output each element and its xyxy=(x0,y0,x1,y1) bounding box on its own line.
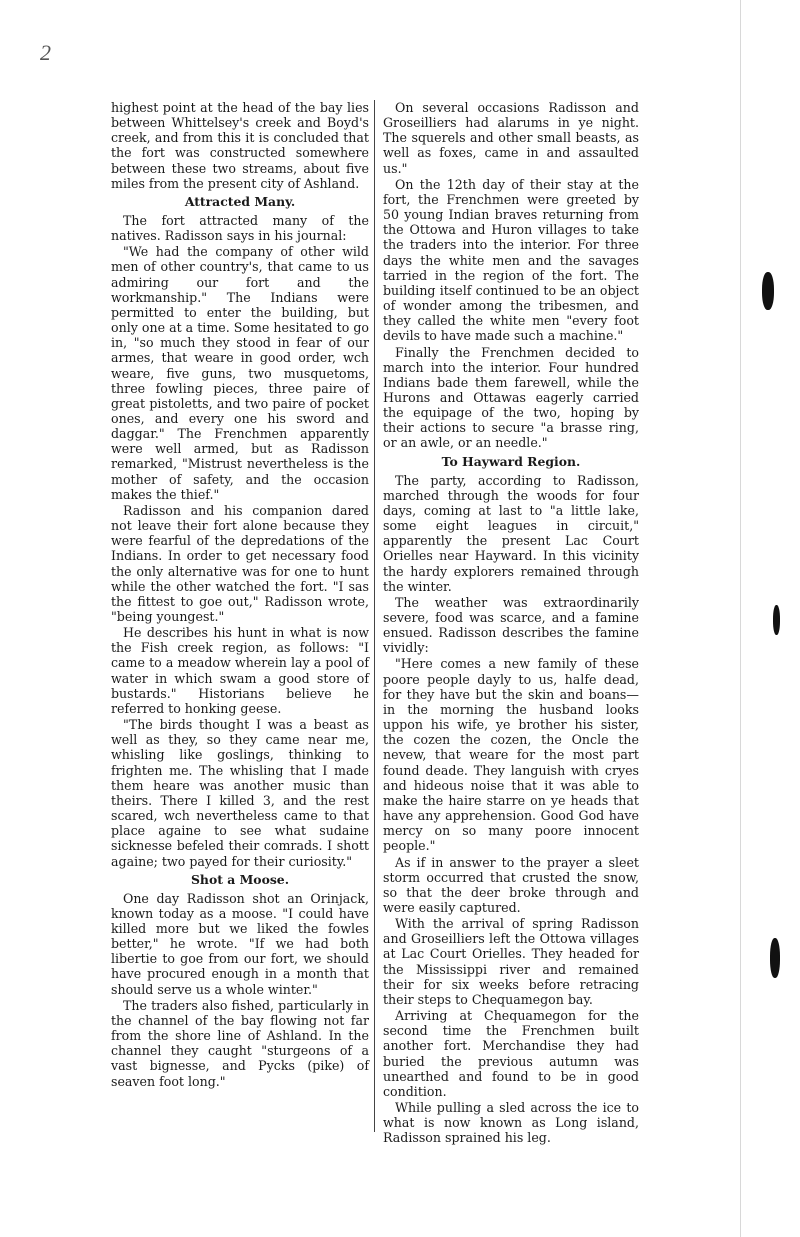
paragraph: highest point at the head of the bay lies between Whittelsey's creek and Boyd's creek, and from this it is concluded that the fort was constructed somewhere between these two streams, about five miles from the present city of Ashland. xyxy=(111,100,369,191)
ink-blot-mark xyxy=(770,938,780,978)
paragraph: Finally the Frenchmen decided to march into the interior. Four hundred Indians bade them farewell, while the Hurons and Ottawas eagerly carried the equipage of the two, hoping by their actions to secure "a brasse ring, or an awle, or an needle." xyxy=(383,344,639,451)
paragraph: He describes his hunt in what is now the Fish creek region, as follows: "I came to a meadow wherein lay a pool of water in which swam a good store of bustards." Historians believe he referred to honking geese. xyxy=(111,625,369,716)
article-column-right xyxy=(383,100,639,1146)
paragraph: The party, according to Radisson, marched through the woods for four days, coming at last to "a little lake, some eight leagues in circuit," apparently the present Lac Court Orielles near Hayward. In this vicinity the hardy explorers remained through the winter. xyxy=(383,472,639,594)
page-number-mark: 2 xyxy=(40,40,51,65)
paragraph: One day Radisson shot an Orinjack, known today as a moose. "I could have killed more but we liked the fowles better," he wrote. "If we had both libertie to goe from our fort, we should have procured enough in a month that should serve us a whole winter." xyxy=(111,890,369,997)
paragraph: On several occasions Radisson and Groseilliers had alarums in ye night. The squerels and other small beasts, as well as foxes, came in and assaulted us." xyxy=(383,100,639,176)
paragraph: While pulling a sled across the ice to what is now known as Long island, Radisson sprained his leg. xyxy=(383,1100,639,1146)
subheading-shot-a-moose: Shot a Moose. xyxy=(190,871,290,887)
column-divider xyxy=(374,100,375,1132)
subheading-to-hayward-region: To Hayward Region. xyxy=(441,453,581,469)
paragraph: "The birds thought I was a beast as well as they, so they came near me, whisling like goslings, thinking to frighten me. The whisling that I made them heare was another music than theirs. There I killed 3, and the rest scared, wch nevertheless came to that place againe to see what sudaine sicknesse befeled their comrads. I shott againe; two payed for their curiosity." xyxy=(111,717,369,869)
paragraph: "Here comes a new family of these poore people dayly to us, halfe dead, for they have but the skin and boans—in the morning the husband looks uppon his wife, ye brother his sister, the cozen the cozen, the Oncle the nevew, that weare for the most part found deade. They languish with cryes and hideous noise that it was able to make the haire starre on ye heads that have any apprehension. Good God have mercy on so many poore innocent people." xyxy=(383,656,639,854)
paragraph: As if in answer to the prayer a sleet storm occurred that crusted the snow, so that the deer broke through and were easily captured. xyxy=(383,854,639,915)
article-column-left xyxy=(111,100,369,1090)
paragraph: Arriving at Chequamegon for the second time the Frenchmen built another fort. Merchandise they had buried the previous autumn was unearthed and found to be in good condition. xyxy=(383,1008,639,1099)
paragraph: "We had the company of other wild men of other country's, that came to us admiring our fort and the workmanship." The Indians were permitted to enter the building, but only one at a time. Some hesitated to go in, "so much they stood in fear of our armes, that weare in good order, wch weare, five guns, two musquetoms, three fowling pieces, three paire of great pistoletts, and two paire of pocket ones, and every one his sword and daggar." The Frenchmen apparently were well armed, but as Radisson remarked, "Mistrust nevertheless is the mother of safety, and the occasion makes the thief." xyxy=(111,244,369,502)
paragraph: With the arrival of spring Radisson and Groseilliers left the Ottowa villages at Lac Court Orielles. They headed for the Mississippi river and remained their for six weeks before retracing their steps to Chequamegon bay. xyxy=(383,916,639,1007)
paragraph: On the 12th day of their stay at the fort, the Frenchmen were greeted by 50 young Indian braves returning from the Ottowa and Huron villages to take the traders into the interior. For three days the white men and the savages tarried in the region of the fort. The building itself continued to be an object of wonder among the tribesmen, and they called the white men "every foot devils to have made such a machine." xyxy=(383,176,639,344)
paragraph: The traders also fished, particularly in the channel of the bay flowing not far from the shore line of Ashland. In the channel they caught "sturgeons of a vast bignesse, and Pycks (pike) of seaven foot long." xyxy=(111,997,369,1089)
paragraph: The fort attracted many of the natives. Radisson says in his journal: xyxy=(111,212,369,244)
paragraph: Radisson and his companion dared not leave their fort alone because they were fearful of the depredations of the Indians. In order to get necessary food the only alternative was for one to hunt while the other watched the fort. "I sas the fittest to goe out," Radisson wrote, "being youngest." xyxy=(111,502,369,624)
ink-blot-mark xyxy=(773,605,780,635)
page-fold-line xyxy=(740,0,741,1237)
paragraph: The weather was extraordinarily severe, food was scarce, and a famine ensued. Radisson describes the famine vividly: xyxy=(383,594,639,656)
ink-blot-mark xyxy=(762,272,774,310)
subheading-attracted-many: Attracted Many. xyxy=(184,193,296,209)
